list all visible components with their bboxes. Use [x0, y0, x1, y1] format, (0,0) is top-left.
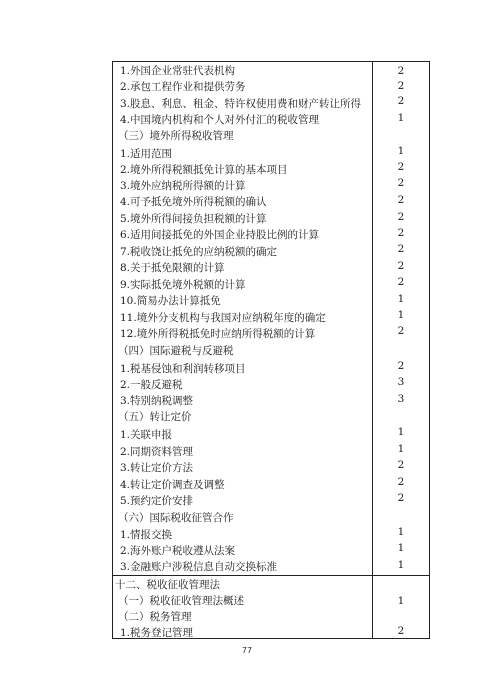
row-level: 2 [397, 260, 405, 272]
row-topic: 7.税收饶让抵免的应纳税额的确定 [120, 246, 278, 258]
row-level: 1 [397, 309, 405, 321]
row-level: 1 [397, 595, 405, 607]
row-topic: （四）国际避税与反避税 [118, 345, 234, 357]
row-level: 2 [397, 95, 405, 107]
syllabus-table [112, 61, 430, 639]
row-topic: 2.海外账户税收遵从法案 [120, 545, 236, 557]
row-topic: 4.转让定价调查及调整 [120, 479, 225, 491]
row-level: 2 [397, 325, 405, 337]
row-topic: 1.外国企业常驻代表机构 [120, 65, 236, 77]
row-level: 1 [397, 526, 405, 538]
row-topic: 9.实际抵免境外税额的计算 [120, 279, 246, 291]
row-level: 3 [397, 393, 405, 405]
row-topic: （六）国际税收征管合作 [118, 512, 234, 524]
page-number: 77 [241, 646, 253, 655]
row-level: 2 [397, 80, 405, 92]
row-topic: 1.适用范围 [120, 148, 173, 160]
row-topic: 3.转让定价方法 [120, 462, 194, 474]
row-level: 2 [397, 161, 405, 173]
row-level: 2 [397, 360, 405, 372]
row-level: 2 [397, 243, 405, 255]
row-topic: 10.简易办法计算抵免 [120, 295, 221, 307]
row-topic: 1.税务登记管理 [120, 627, 194, 639]
row-level: 2 [397, 65, 405, 77]
row-level: 2 [397, 227, 405, 239]
row-level: 2 [397, 476, 405, 488]
row-topic: 1.关联申报 [120, 429, 173, 441]
row-topic: 5.预约定价安排 [120, 495, 194, 507]
row-topic: 5.境外所得间接负担税额的计算 [120, 213, 267, 225]
row-topic: （二）税务管理 [118, 611, 192, 623]
section-separator [112, 575, 430, 576]
table-border-left [112, 61, 113, 639]
row-topic: 6.适用间接抵免的外国企业持股比例的计算 [120, 229, 320, 241]
row-level: 2 [397, 177, 405, 189]
row-level: 2 [397, 459, 405, 471]
row-topic: 12.境外所得税抵免时应纳所得税额的计算 [120, 328, 316, 340]
row-level: 2 [397, 625, 405, 637]
row-topic: 1.税基侵蚀和利润转移项目 [120, 363, 246, 375]
row-level: 1 [397, 145, 405, 157]
row-topic: 3.股息、利息、租金、特许权使用费和财产转让所得 [120, 98, 362, 110]
row-level: 1 [397, 443, 405, 455]
row-topic: 3.特别纳税调整 [120, 395, 194, 407]
row-topic: （一）税收征收管理法概述 [118, 595, 244, 607]
row-topic: 3.金融账户涉税信息自动交换标准 [120, 561, 278, 573]
row-level: 2 [397, 194, 405, 206]
row-level: 1 [397, 112, 405, 124]
row-topic: （三）境外所得税收管理 [118, 130, 234, 142]
row-topic: 2.一般反避税 [120, 379, 183, 391]
row-level: 1 [397, 542, 405, 554]
row-level: 2 [397, 276, 405, 288]
row-level: 2 [397, 211, 405, 223]
row-topic: 11.境外分支机构与我国对应纳税年度的确定 [120, 312, 326, 324]
row-level: 1 [397, 426, 405, 438]
row-level: 1 [397, 293, 405, 305]
row-topic: 8.关于抵免限额的计算 [120, 262, 225, 274]
row-topic: 十二、税收征收管理法 [115, 579, 220, 591]
table-border-top [112, 61, 430, 62]
row-topic: （五）转让定价 [118, 411, 192, 423]
row-level: 3 [397, 376, 405, 388]
row-topic: 3.境外应纳税所得额的计算 [120, 180, 246, 192]
row-topic: 2.承包工程作业和提供劳务 [120, 81, 246, 93]
row-level: 2 [397, 492, 405, 504]
row-topic: 4.中国境内机构和个人对外付汇的税收管理 [120, 114, 320, 126]
row-topic: 2.境外所得税额抵免计算的基本项目 [120, 164, 288, 176]
row-topic: 2.同期资料管理 [120, 446, 194, 458]
row-topic: 4.可予抵免境外所得税额的确认 [120, 196, 267, 208]
row-level: 1 [397, 559, 405, 571]
row-topic: 1.情报交换 [120, 529, 173, 541]
